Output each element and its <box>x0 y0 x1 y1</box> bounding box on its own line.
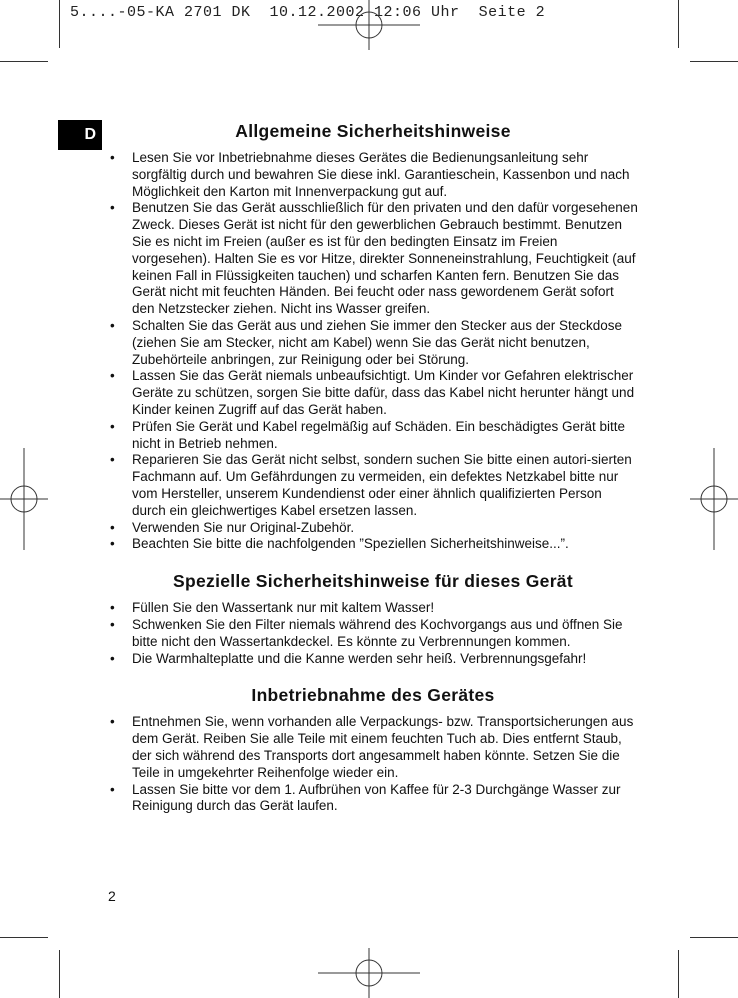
page-number: 2 <box>108 888 116 904</box>
list-item <box>108 782 638 816</box>
list-item <box>108 368 638 418</box>
bullet-icon: • <box>110 317 115 333</box>
list-item-text: Die Warmhalteplatte und die Kanne werden sehr heiß. Verbrennungsgefahr! <box>132 650 587 666</box>
bullet-icon: • <box>110 536 115 552</box>
bullet-icon: • <box>110 452 115 468</box>
registration-mark-left <box>0 448 48 550</box>
list-item-text: Entnehmen Sie, wenn vorhanden alle Verpackungs- bzw. Transportsicherungen aus dem Gerät. Reiben Sie alle Teile mit einem feuchten Tuch ab. Dies entfernt Staub, der sich während des Transports dort angesammelt haben könnte. Setzen Sie die Teile in umgekehrter Reihenfolge wieder ein. <box>132 714 634 780</box>
list-item-text: Schwenken Sie den Filter niemals während des Kochvorgangs aus und öffnen Sie bitte nicht den Wassertankdeckel. Es könnte zu Verbrennungen kommen. <box>132 616 623 649</box>
crop-mark-top-left-v <box>59 0 60 48</box>
registration-mark-right <box>690 448 738 550</box>
crop-mark-top-right-v <box>678 0 679 48</box>
bullet-icon: • <box>110 600 115 616</box>
list-item <box>108 452 638 519</box>
section-title-general-safety: Allgemeine Sicherheitshinweise <box>235 121 511 141</box>
crop-mark-bottom-right-v <box>678 950 679 998</box>
section-title-commissioning: Inbetriebnahme des Gerätes <box>251 685 495 706</box>
list-item-text: Verwenden Sie nur Original-Zubehör. <box>132 519 355 535</box>
list-item-text: Benutzen Sie das Gerät ausschließlich für den privaten und den dafür vorgesehenen Zweck. Dieses Gerät ist nicht für den gewerblichen Gebrauch bestimmt. Benutzen Sie es nicht im Freien (außer es ist für den bedingten Einsatz im Freien vorgesehen). Halten Sie es vor Hitze, direkter Sonneneinstrahlung, Feuchtigkeit (auf keinen Fall in Flüssigkeiten tauchen) und scharfen Kanten fern. Benutzen Sie das Gerät nicht mit feuchten Händen. Bei feucht oder nass gewordenem Gerät sofort den Netzstecker ziehen. Nicht ins Wasser greifen. <box>132 200 638 317</box>
content-area <box>108 120 638 815</box>
list-item <box>108 318 638 368</box>
list-item <box>108 617 638 651</box>
list-commissioning <box>108 714 638 815</box>
crop-mark-top-right-h <box>690 61 738 62</box>
bullet-icon: • <box>110 781 115 797</box>
bullet-icon: • <box>110 616 115 632</box>
registration-mark-top <box>318 0 420 50</box>
list-item-text: Prüfen Sie Gerät und Kabel regelmäßig auf Schäden. Ein beschädigtes Gerät bitte nicht in Betrieb nehmen. <box>132 418 626 451</box>
list-item-text: Reparieren Sie das Gerät nicht selbst, sondern suchen Sie bitte einen autori-sierten Fachmann auf. Um Gefährdungen zu vermeiden, ein defektes Netzkabel bitte nur vom Hersteller, unserem Kundendienst oder einer ähnlich qualifizierten Person durch ein gleichwertiges Kabel ersetzen lassen. <box>132 452 632 518</box>
list-special-safety <box>108 600 638 667</box>
list-item <box>108 520 638 537</box>
bullet-icon: • <box>110 150 115 165</box>
bullet-icon: • <box>110 368 115 384</box>
crop-mark-bottom-left-h <box>0 937 48 938</box>
bullet-icon: • <box>110 418 115 434</box>
print-header: 5....-05-KA 2701 DK 10.12.2002 12:06 Uhr Seite 2 <box>70 4 546 21</box>
crop-mark-bottom-left-v <box>59 950 60 998</box>
section-title-special-safety: Spezielle Sicherheitshinweise für dieses Gerät <box>173 571 573 592</box>
registration-mark-bottom <box>318 948 420 998</box>
list-item-text: Füllen Sie den Wassertank nur mit kaltem Wasser! <box>132 600 435 616</box>
list-item <box>108 419 638 453</box>
list-general-safety <box>108 150 638 553</box>
list-item-text: Lesen Sie vor Inbetriebnahme dieses Gerätes die Bedienungsanleitung sehr sorgfältig durch und bewahren Sie diese inkl. Garantieschein, Kassenbon und nach Möglichkeit den Karton mit Innenverpackung gut auf. <box>132 150 630 199</box>
list-item-text: Lassen Sie das Gerät niemals unbeaufsichtigt. Um Kinder vor Gefahren elektrischer Geräte zu schützen, sorgen Sie bitte dafür, dass das Kabel nicht herunter hängt und Kinder keinen Zugriff auf das Gerät haben. <box>132 368 635 417</box>
list-item <box>108 714 638 781</box>
list-item <box>108 200 638 318</box>
list-item-text: Lassen Sie bitte vor dem 1. Aufbrühen von Kaffee für 2-3 Durchgänge Wasser zur Reinigung durch das Gerät laufen. <box>132 781 621 814</box>
crop-mark-top-left-h <box>0 61 48 62</box>
bullet-icon: • <box>110 714 115 730</box>
crop-mark-bottom-right-h <box>690 937 738 938</box>
list-item <box>108 536 638 553</box>
bullet-icon: • <box>110 650 115 666</box>
bullet-icon: • <box>110 519 115 535</box>
list-item <box>108 600 638 617</box>
language-tab: D <box>58 120 102 150</box>
list-item <box>108 651 638 668</box>
list-item-text: Beachten Sie bitte die nachfolgenden ”Speziellen Sicherheitshinweise...”. <box>132 536 569 552</box>
list-item <box>108 150 638 200</box>
list-item-text: Schalten Sie das Gerät aus und ziehen Sie immer den Stecker aus der Steckdose (ziehen Sie am Stecker, nicht am Kabel) wenn Sie das Gerät nicht benutzen, Zubehörteile anbringen, zur Reinigung oder bei Störung. <box>132 317 623 367</box>
bullet-icon: • <box>110 200 115 216</box>
